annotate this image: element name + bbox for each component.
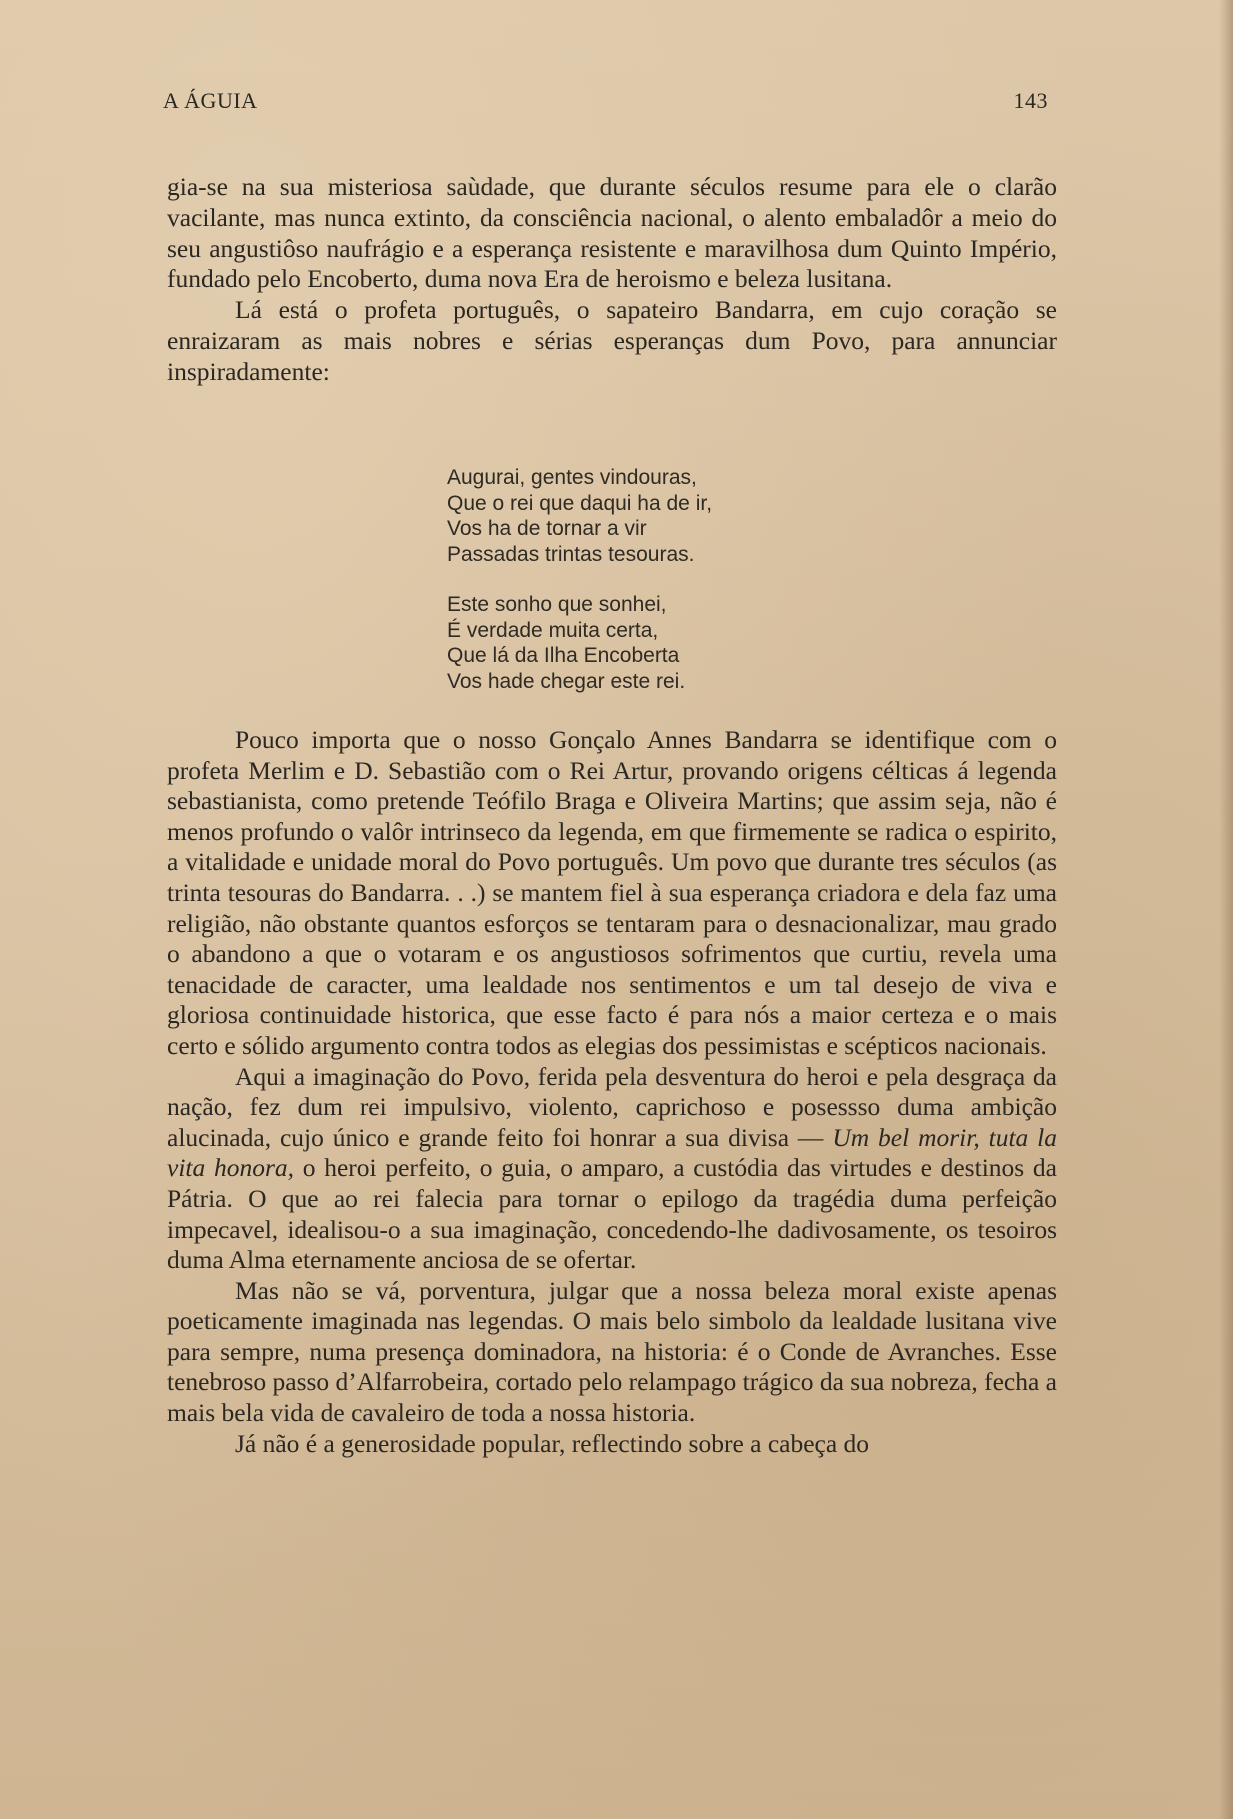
verse-stanza-1 xyxy=(447,465,847,567)
verse-line: Que lá da Ilha Encoberta xyxy=(447,644,680,667)
verse-line: É verdade muita certa, xyxy=(447,618,659,642)
running-header xyxy=(163,88,1048,114)
paragraph-5: Mas não se vá, porventura, julgar que a nossa beleza moral existe apenas poeticamente imaginada nas legendas. O mais belo simbolo da lealdade lusitana vive para sempre, numa presença dominadora, na historia: é o Conde de Avranches. Esse tenebroso passo d’Alfarrobeira, cortado pelo relampago trágico da sua nobreza, fecha a mais bela vida de cavaleiro de toda a nossa historia. xyxy=(167,1275,1057,1428)
page-edge-shadow xyxy=(1219,0,1233,1819)
journal-title: A ÁGUIA xyxy=(163,88,258,113)
verse-line: Que o rei que daqui ha de ir, xyxy=(447,491,713,515)
paragraph-4-end: o heroi perfeito, o guia, o amparo, a custódia das virtudes e destinos da Pátria. O que ao rei falecia para tornar o epilogo da tragédia duma perfeição impecavel, idealisou-o a sua imaginação, concedendo-lhe dadivosamente, os tesoiros duma Alma eternamente anciosa de se ofertar. xyxy=(167,1153,1057,1275)
paragraph-4-start: Aqui a imaginação do Povo, ferida pela desventura do heroi e pela desgraça da nação, fez dum rei impulsivo, violento, caprichoso e posessso duma ambição alucinada, cujo único e grande feito foi honrar a sua divisa — xyxy=(167,1061,1057,1152)
paragraph-4 xyxy=(167,1062,1057,1276)
verse-line: Vos hade chegar este rei. xyxy=(447,669,686,693)
paragraph-3: Pouco importa que o nosso Gonçalo Annes Bandarra se identifique com o profeta Merlim e D. Sebastião com o Rei Artur, provando origens célticas á legenda sebastianista, como pretende Teófilo Braga e Oliveira Martins; que assim seja, não é menos profundo o valôr intrinseco da legenda, em que firmemente se radica o espirito, a vitalidade e unidade moral do Povo português. Um povo que durante tres séculos (as trinta tesouras do Bandarra. . .) se mantem fiel à sua esperança criadora e dela faz uma religião, não obstante quantos esforços se tentaram para o desnacionalizar, mau grado o abandono a que o votaram e os angustiosos sofrimentos que curtiu, revela uma tenacidade de caracter, uma lealdade nos sentimentos e um tal desejo de viva e gloriosa continuidade historica, que esse facto é para nós a maior certeza e o mais certo e sólido argumento contra todos as elegias dos pessimistas e scépticos nacionais. xyxy=(167,725,1057,1060)
intro-text xyxy=(167,172,1057,388)
verse-line: Este sonho que sonhei, xyxy=(447,593,667,616)
verse-line: Vos ha de tornar a vir xyxy=(447,517,647,540)
paragraph-2: Lá está o profeta português, o sapateiro Bandarra, em cujo coração se enraizaram as mais nobres e sérias esperanças dum Povo, para annunciar inspiradamente: xyxy=(167,295,1057,386)
motto-italic: Um bel morir, tuta la vita honora, xyxy=(167,1122,1057,1183)
verse-line: Augurai, gentes vindouras, xyxy=(447,466,697,489)
main-text xyxy=(167,725,1057,1459)
paragraph-1: gia-se na sua misteriosa saùdade, que durante séculos resume para ele o clarão vacilante, mas nunca extinto, da consciência nacional, o alento embaladôr a meio do seu angustiôso naufrágio e a esperança resistente e maravilhosa dum Quinto Império, fundado pelo Encoberto, duma nova Era de heroismo e beleza lusitana. xyxy=(167,172,1057,294)
verse-stanza-2 xyxy=(447,592,847,694)
verse-line: Passadas trintas tesouras. xyxy=(447,542,695,566)
paragraph-6: Já não é a generosidade popular, reflectindo sobre a cabeça do xyxy=(235,1428,870,1458)
page-number: 143 xyxy=(1013,88,1048,113)
